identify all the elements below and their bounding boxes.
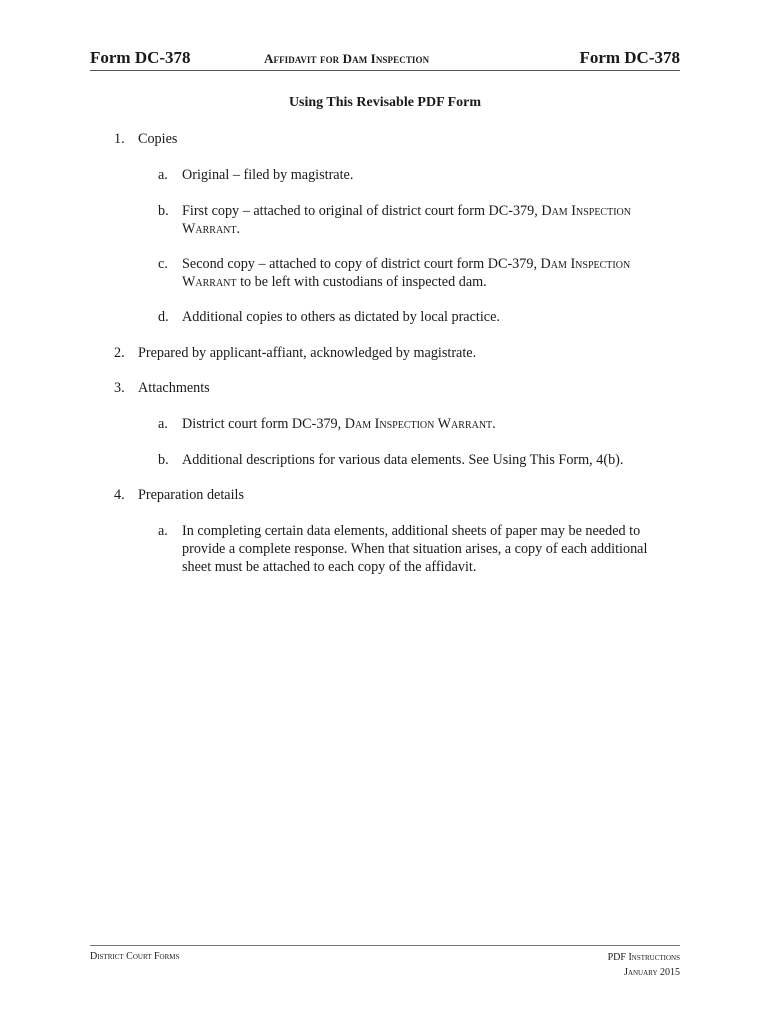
warrant-title: Dam Inspection Warrant — [182, 203, 631, 237]
page-footer — [90, 945, 680, 978]
form-number-left: Form DC-378 — [90, 48, 191, 67]
list-item-1 — [114, 130, 674, 148]
list-item-text: Preparation details — [138, 487, 244, 503]
footer-date: January 2015 — [624, 967, 680, 978]
list-marker: 3. — [114, 380, 125, 396]
list-marker: 1. — [114, 131, 125, 147]
list-marker: c. — [158, 256, 168, 272]
list-marker: b. — [158, 452, 169, 468]
page-subtitle: Using This Revisable PDF Form — [288, 95, 482, 110]
text-part: . — [492, 416, 496, 432]
text-part: . — [236, 221, 241, 237]
list-item-text — [182, 255, 678, 291]
list-item-1a — [158, 166, 678, 184]
list-item-4 — [114, 486, 674, 504]
page-header — [90, 48, 680, 71]
warrant-title: Dam Inspection Warrant — [182, 256, 631, 290]
list-item-1b — [158, 202, 678, 238]
text-part: District court form DC-379, — [182, 416, 342, 432]
list-item-3 — [114, 379, 674, 397]
list-item-text: Additional descriptions for various data elements. See Using This Form, 4(b). — [182, 452, 624, 468]
list-marker: 4. — [114, 487, 125, 503]
list-item-2 — [114, 344, 674, 362]
footer-right-block — [608, 950, 680, 980]
text-part: Second copy – attached to copy of district court form DC-379, — [182, 256, 537, 272]
footer-doc-type: PDF Instructions — [607, 952, 680, 963]
list-item-text: Original – filed by magistrate. — [182, 167, 354, 183]
list-marker: a. — [158, 523, 168, 539]
list-item-text: Copies — [138, 131, 178, 147]
form-number-right: Form DC-378 — [579, 48, 680, 67]
list-item-1d — [158, 308, 678, 326]
list-marker: a. — [158, 167, 168, 183]
list-marker: a. — [158, 416, 168, 432]
warrant-title: Dam Inspection Warrant — [344, 416, 493, 432]
list-item-text: Attachments — [138, 380, 210, 396]
text-part: to be left with custodians of inspected dam. — [240, 274, 487, 290]
list-item-3a — [158, 415, 678, 433]
list-marker: d. — [158, 309, 169, 325]
list-item-text: In completing certain data elements, additional sheets of paper may be needed to provide a complete response. When that situation arises, a copy of each additional sheet must be attached to each copy of the affidavit. — [182, 523, 648, 575]
list-item-text: Additional copies to others as dictated by local practice. — [182, 309, 500, 325]
list-item-3b — [158, 451, 678, 469]
list-item-text: Prepared by applicant-affiant, acknowledged by magistrate. — [138, 345, 477, 361]
text-part: First copy – attached to original of district court form DC-379, — [182, 203, 538, 219]
list-item-text — [182, 415, 678, 433]
form-title: Affidavit for Dam Inspection — [264, 51, 430, 66]
list-item-4a — [158, 522, 678, 576]
list-item-text — [182, 202, 678, 238]
list-marker: b. — [158, 203, 169, 219]
footer-left-label: District Court Forms — [90, 951, 180, 962]
list-marker: 2. — [114, 345, 125, 361]
list-item-1c — [158, 255, 678, 291]
